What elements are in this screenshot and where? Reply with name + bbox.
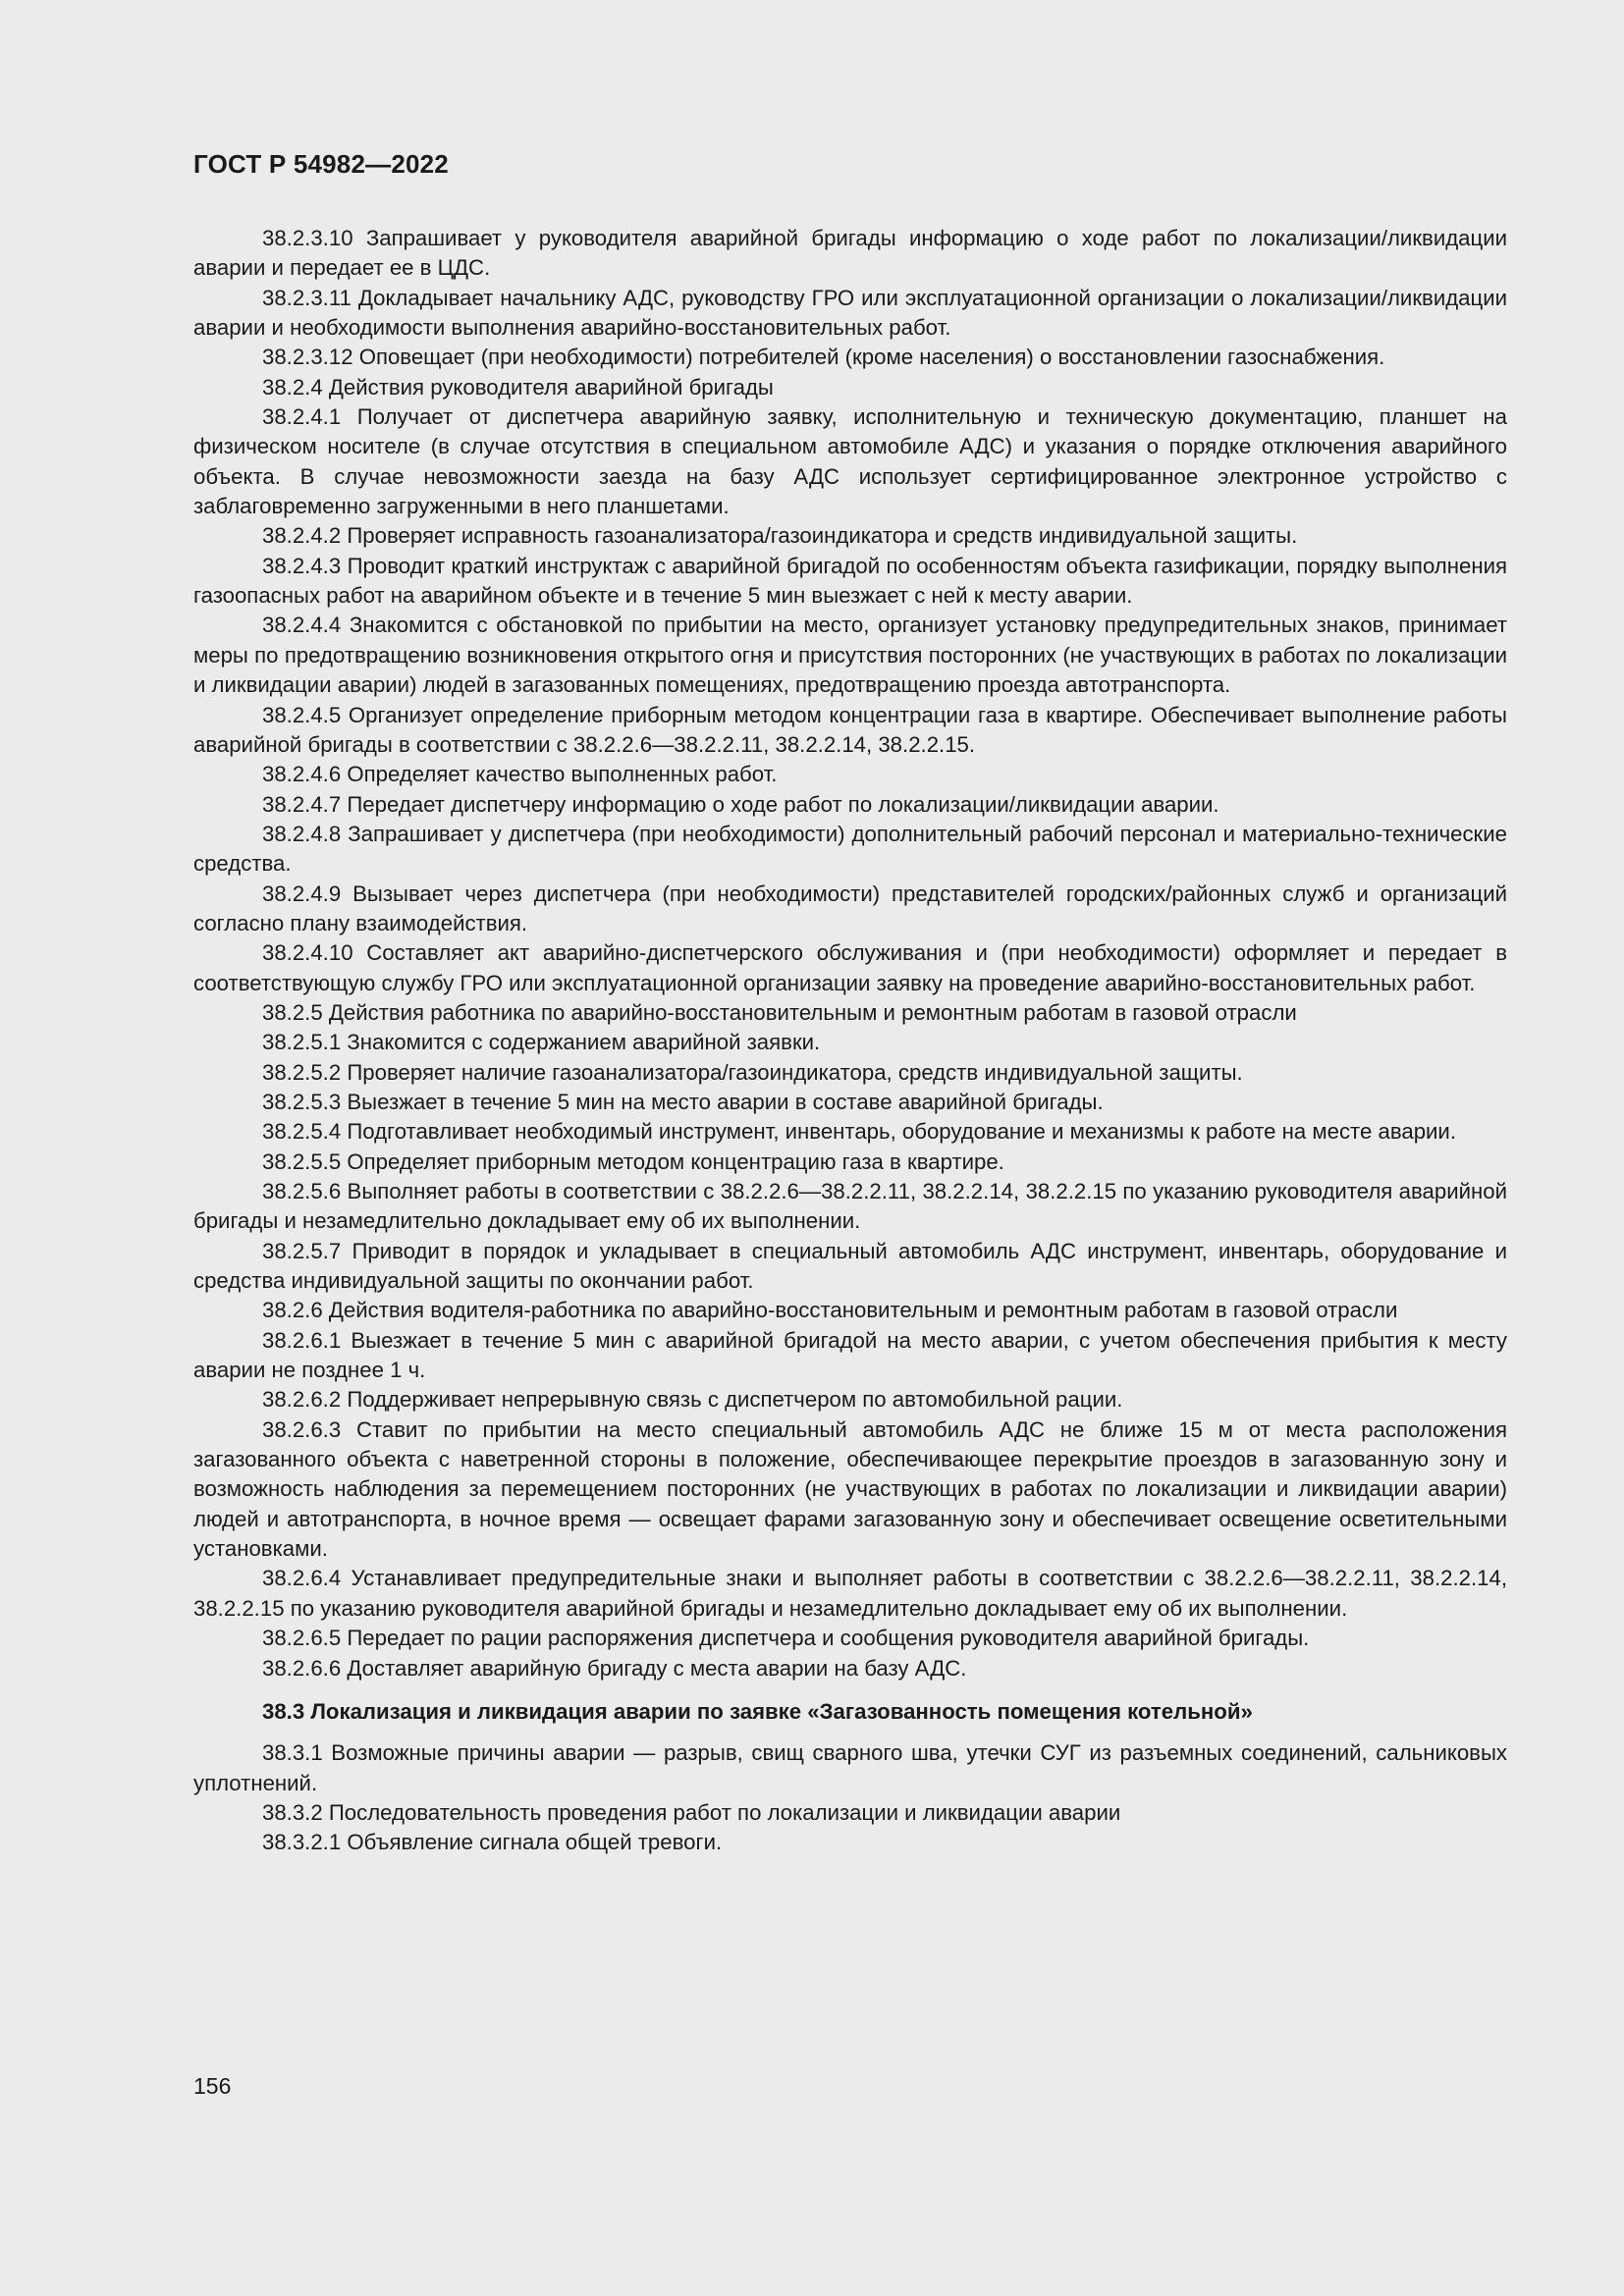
paragraph: 38.2.4.2 Проверяет исправность газоанализатора/газоиндикатора и средств индивидуальной защиты. — [262, 523, 1298, 549]
paragraph: 38.3.1 Возможные причины аварии — разрыв, свищ сварного шва, утечки СУГ из разъемных соединений, сальниковых уплотнений. — [193, 1740, 1507, 1795]
paragraph: 38.2.4.6 Определяет качество выполненных работ. — [262, 762, 778, 787]
paragraph: 38.2.3.10 Запрашивает у руководителя аварийной бригады информацию о ходе работ по локализации/ликвидации аварии и передает ее в ЦДС. — [193, 226, 1507, 281]
paragraph: 38.2.3.12 Оповещает (при необходимости) потребителей (кроме населения) о восстановлении газоснабжения. — [262, 345, 1385, 370]
paragraph: 38.2.5.7 Приводит в порядок и укладывает в специальный автомобиль АДС инструмент, инвентарь, оборудование и средства индивидуальной защиты по окончании работ. — [193, 1238, 1507, 1294]
section-heading-38-3: 38.3 Локализация и ликвидация аварии по заявке «Загазованность помещения котельной» — [262, 1698, 1253, 1724]
paragraph: 38.2.5.4 Подготавливает необходимый инструмент, инвентарь, оборудование и механизмы к работе на месте аварии. — [262, 1119, 1456, 1145]
section-title: 38.2.5 Действия работника по аварийно-восстановительным и ремонтным работам в газовой отрасли — [262, 999, 1297, 1025]
paragraph: 38.2.4.9 Вызывает через диспетчера (при необходимости) представителей городских/районных служб и организаций согласно плану взаимодействия. — [193, 881, 1507, 935]
paragraph: 38.2.4.1 Получает от диспетчера аварийную заявку, исполнительную и техническую документацию, планшет на физическом носителе (в случае отсутствия в специальном автомобиле АДС) и указания о порядке отключения аварийного объекта. В случае невозможности заезда на базу АДС использует сертифицированное электронное устройство с заблаговременно загруженными в него планшетами. — [193, 404, 1507, 519]
paragraph: 38.2.4.4 Знакомится с обстановкой по прибытии на место, организует установку предупредительных знаков, принимает меры по предотвращению возникновения открытого огня и присутствия посторонних (не участвующих в работах по локализации и ликвидации аварии) людей в загазованных помещениях, предотвращению проезда автотранспорта. — [193, 613, 1507, 698]
paragraph: 38.2.4.5 Организует определение приборным методом концентрации газа в квартире. Обеспечивает выполнение работы аварийной бригады в соответствии с 38.2.2.6—38.2.2.11, 38.2.2.14, 38.2.2.15. — [193, 702, 1507, 757]
paragraph: 38.2.6.3 Ставит по прибытии на место специальный автомобиль АДС не ближе 15 м от места расположения загазованного объекта с наветренной стороны в положение, обеспечивающее перекрытие проездов в загазованную зону и возможность наблюдения за перемещением посторонних (не участвующих в работах по локализации и ликвидации аварии) людей и автотранспорта, в ночное время — освещает фарами загазованную зону и обеспечивает освещение осветительными установками. — [193, 1416, 1507, 1562]
section-title: 38.3.2 Последовательность проведения работ по локализации и ликвидации аварии — [262, 1799, 1121, 1825]
paragraph: 38.2.5.3 Выезжает в течение 5 мин на место аварии в составе аварийной бригады. — [262, 1089, 1104, 1114]
paragraph: 38.3.2.1 Объявление сигнала общей тревоги. — [262, 1830, 723, 1855]
paragraph: 38.2.6.5 Передает по рации распоряжения диспетчера и сообщения руководителя аварийной бригады. — [262, 1626, 1310, 1651]
paragraph: 38.2.5.2 Проверяет наличие газоанализатора/газоиндикатора, средств индивидуальной защиты. — [262, 1059, 1243, 1085]
paragraph: 38.2.5.1 Знакомится с содержанием аварийной заявки. — [262, 1030, 821, 1055]
paragraph: 38.2.6.6 Доставляет аварийную бригаду с места аварии на базу АДС. — [262, 1655, 967, 1681]
paragraph: 38.2.5.6 Выполняет работы в соответствии с 38.2.2.6—38.2.2.11, 38.2.2.14, 38.2.2.15 по указанию руководителя аварийной бригады и незамедлительно докладывает ему об их выполнении. — [193, 1179, 1507, 1234]
section-title: 38.2.6 Действия водителя-работника по аварийно-восстановительным и ремонтным работам в газовой отрасли — [262, 1298, 1398, 1323]
paragraph: 38.2.4.8 Запрашивает у диспетчера (при необходимости) дополнительный рабочий персонал и материально-технические средства. — [193, 821, 1507, 877]
page-number: 156 — [193, 2073, 232, 2099]
paragraph: 38.2.6.1 Выезжает в течение 5 мин с аварийной бригадой на место аварии, с учетом обеспечения прибытия к месту аварии не позднее 1 ч. — [193, 1327, 1507, 1383]
paragraph: 38.2.4.10 Составляет акт аварийно-диспетчерского обслуживания и (при необходимости) оформляет и передает в соответствующую службу ГРО или эксплуатационной организации заявку на проведение аварийно-восстановительных работ. — [193, 940, 1507, 995]
section-title: 38.2.4 Действия руководителя аварийной бригады — [262, 374, 774, 400]
paragraph: 38.2.3.11 Докладывает начальнику АДС, руководству ГРО или эксплуатационной организации о локализации/ликвидации аварии и необходимости выполнения аварийно-восстановительных работ. — [193, 285, 1507, 341]
paragraph: 38.2.4.7 Передает диспетчеру информацию о ходе работ по локализации/ликвидации аварии. — [262, 791, 1219, 817]
document-body — [193, 224, 1507, 1858]
paragraph: 38.2.6.2 Поддерживает непрерывную связь с диспетчером по автомобильной рации. — [262, 1387, 1123, 1413]
document-code-header: ГОСТ Р 54982—2022 — [193, 149, 449, 179]
paragraph: 38.2.4.3 Проводит краткий инструктаж с аварийной бригадой по особенностям объекта газификации, порядку выполнения газоопасных работ на аварийном объекте и в течение 5 мин выезжает с ней к месту аварии. — [193, 553, 1507, 609]
paragraph: 38.2.6.4 Устанавливает предупредительные знаки и выполняет работы в соответствии с 38.2.2.6—38.2.2.11, 38.2.2.14, 38.2.2.15 по указанию руководителя аварийной бригады и незамедлительно докладывает ему об их выполнении. — [193, 1566, 1507, 1621]
paragraph: 38.2.5.5 Определяет приборным методом концентрацию газа в квартире. — [262, 1148, 1004, 1174]
